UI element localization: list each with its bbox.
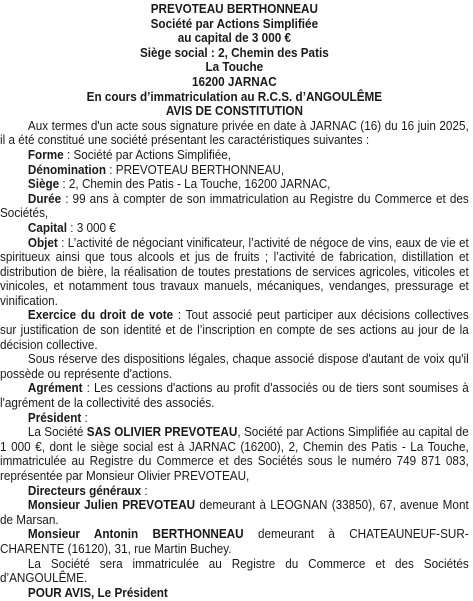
director-2-name: BERTHONNEAU — [152, 527, 244, 542]
president-text-before: La Société — [27, 425, 87, 440]
directors-heading — [0, 484, 469, 499]
forme-value: : Société par Actions Simplifiée, — [63, 147, 232, 162]
locality: La Touche — [205, 60, 264, 75]
director-2-address: demeurant à CHATEAUNEUF-SUR-CHARENTE (16120), 31, rue Martin Buchey. — [0, 527, 469, 556]
vote-paragraph — [0, 308, 469, 352]
capital-line-field — [0, 221, 469, 236]
closing-text: POUR AVIS, Le Président — [27, 585, 168, 600]
denomination-line — [0, 163, 469, 178]
objet-label: Objet — [27, 235, 58, 250]
directors-label: Directeurs généraux — [27, 483, 142, 498]
president-heading — [0, 411, 469, 426]
seat-line: Siège social : 2, Chemin des Patis — [139, 45, 329, 60]
siege-label: Siège — [27, 177, 60, 192]
president-label-suffix: : — [81, 410, 88, 425]
reserve-paragraph: Sous réserve des dispositions légales, chaque associé dispose d'autant de voix qu'il possède ou représente d'actions. — [0, 352, 469, 381]
notice-title: AVIS DE CONSTITUTION — [165, 104, 303, 119]
intro-paragraph: Aux termes d'un acte sous signature privée en date à JARNAC (16) du 16 juin 2025, il a été constitué une société présentant les caractéristiques suivantes : — [0, 118, 469, 148]
registration-line: En cours d’immatriculation au R.C.S. d’ANGOULÊME — [86, 89, 383, 104]
denomination-value: : PREVOTEAU BERTHONNEAU, — [105, 162, 285, 177]
director-1-name: PREVOTEAU — [122, 498, 196, 513]
objet-value: : L’activité de négociant vinificateur, l’activité de négoce de vins, eaux de vie et spiritueux ainsi que tous alcools et jus de fruits ; l’activité de fabrication, distillation et distribution de bière, la réalisation de toutes prestations de services agricoles, viticoles et vinicoles, et notamment tous travaux manuels, mécaniques, vendanges, pressurage et vinification. — [0, 235, 469, 308]
company-name: PREVOTEAU BERTHONNEAU — [150, 2, 318, 16]
capital-label: Capital — [27, 220, 67, 235]
director-2-prefix: Monsieur Antonin — [27, 527, 153, 542]
siege-value: : 2, Chemin des Patis - La Touche, 16200 JARNAC, — [59, 177, 331, 192]
agrement-paragraph — [0, 381, 469, 410]
registration-paragraph: La Société sera immatriculée au Registre du Commerce et des Sociétés d’ANGOULÊME. — [0, 556, 469, 586]
legal-notice — [0, 2, 469, 600]
siege-line — [0, 177, 469, 192]
agrement-value: : Les cessions d'actions au profit d'associés ou de tiers sont soumises à l'agrément de la collectivité des associés. — [0, 381, 469, 411]
capital-value: : 3 000 € — [66, 220, 116, 235]
director-1-prefix: Monsieur Julien — [27, 498, 123, 513]
postcode-city: 16200 JARNAC — [192, 74, 277, 89]
objet-paragraph — [0, 236, 469, 309]
director-2-paragraph — [0, 527, 469, 556]
directors-label-suffix: : — [141, 483, 148, 498]
agrement-label: Agrément — [27, 381, 83, 396]
vote-value: : Tout associé peut participer aux décisions collectives sur justification de son identité et de l’inscription en compte de ses actions au jour de la décision collective. — [0, 308, 469, 352]
denomination-label: Dénomination — [27, 162, 106, 177]
capital-line: au capital de 3 000 € — [177, 31, 292, 46]
company-form: Société par Actions Simplifiée — [150, 16, 319, 31]
director-1-address: demeurant à LEOGNAN (33850), 67, avenue Mont de Marsan. — [0, 498, 469, 527]
duree-value: : 99 ans à compter de son immatriculation au Registre du Commerce et des Sociétés, — [0, 191, 469, 221]
duree-paragraph — [0, 192, 469, 221]
vote-label: Exercice du droit de vote — [27, 308, 174, 323]
forme-label: Forme — [27, 147, 64, 162]
director-1-paragraph — [0, 498, 469, 527]
president-company: SAS OLIVIER PREVOTEAU — [86, 425, 238, 440]
president-label: Président — [27, 410, 82, 425]
president-paragraph — [0, 425, 469, 483]
closing-line — [0, 586, 469, 601]
forme-line — [0, 148, 469, 163]
president-text-after: , Société par Actions Simplifiée au capital de 1 000 €, dont le siège social est à JARNAC (16200), 2, Chemin des Patis - La Touche, immatriculée au Registre du Commerce et des Sociétés sous le numéro 749 871 083, représentée par Monsieur Olivier PREVOTEAU, — [0, 425, 469, 483]
duree-label: Durée — [27, 191, 62, 206]
